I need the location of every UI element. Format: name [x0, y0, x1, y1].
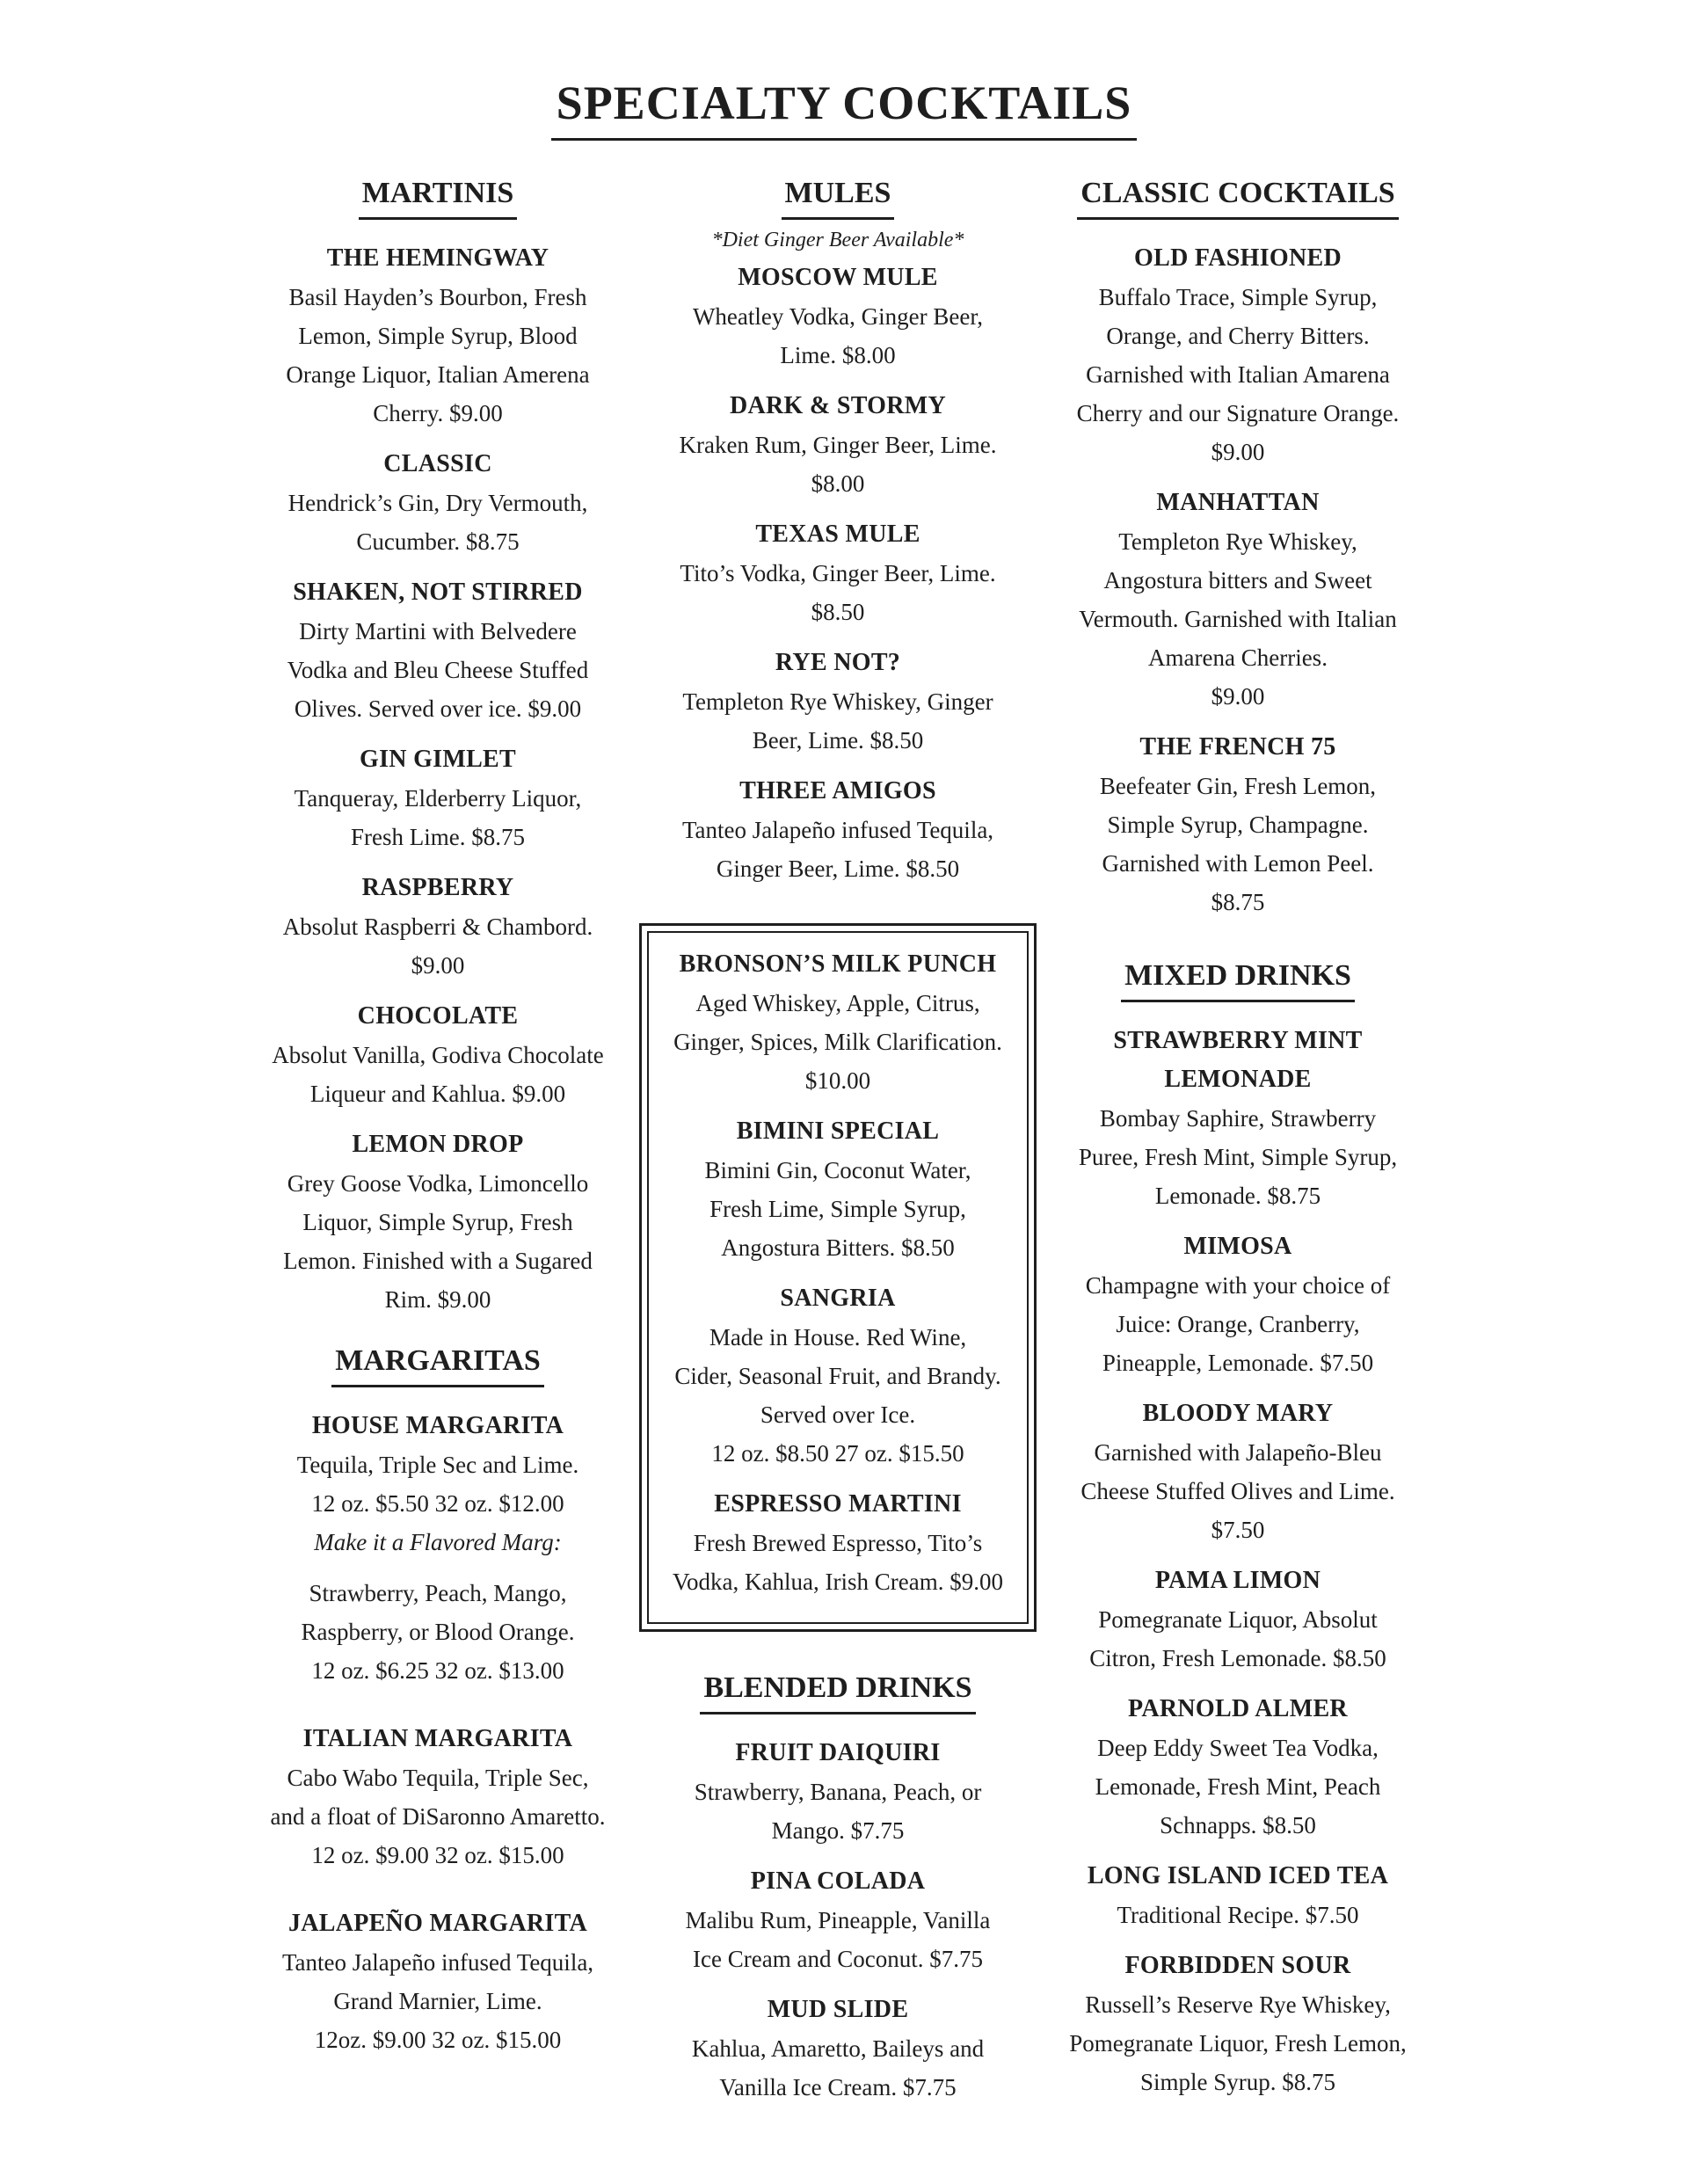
item-name: SANGRIA — [780, 1284, 896, 1312]
item-name: THE HEMINGWAY — [326, 244, 549, 272]
item-line: Lime. $8.00 — [780, 341, 896, 368]
menu-item — [656, 1485, 1020, 1601]
item-name: PAMA LIMON — [1154, 1566, 1321, 1594]
item-name: RYE NOT? — [775, 648, 901, 676]
item-name: GIN GIMLET — [359, 745, 517, 773]
item-description — [653, 297, 1022, 375]
item-description — [653, 1773, 1022, 1850]
item-line: Liquor, Simple Syrup, Fresh — [302, 1208, 573, 1235]
item-line: Citron, Fresh Lemonade. $8.50 — [1089, 1644, 1386, 1671]
item-description — [253, 1943, 622, 2059]
item-line: Beer, Lime. $8.50 — [752, 726, 924, 753]
item-line: Aged Whiskey, Apple, Citrus, — [695, 989, 980, 1016]
item-line: Malibu Rum, Pineapple, Vanilla — [685, 1906, 991, 1933]
section-mixed-drinks — [1053, 958, 1422, 2101]
item-line: Champagne with your choice of — [1085, 1271, 1391, 1299]
item-line: Lemon. Finished with a Sugared — [283, 1247, 593, 1274]
item-line: Absolut Raspberri & Chambord. — [282, 913, 593, 940]
item-line: Bombay Saphire, Strawberry — [1099, 1104, 1377, 1132]
item-line: Templeton Rye Whiskey, Ginger — [682, 688, 993, 715]
featured-box — [639, 923, 1037, 1632]
item-line: Served over Ice. — [760, 1401, 916, 1428]
item-line: Vodka and Bleu Cheese Stuffed — [287, 656, 589, 683]
item-name: RASPBERRY — [361, 873, 514, 901]
item-line: Tequila, Triple Sec and Lime. — [296, 1451, 579, 1478]
item-line: Basil Hayden’s Bourbon, Fresh — [288, 283, 587, 310]
menu-item — [253, 869, 622, 985]
item-line: Orange, and Cherry Bitters. — [1106, 322, 1370, 349]
menu-item — [253, 573, 622, 728]
item-line: $10.00 — [804, 1067, 871, 1094]
item-description — [1053, 1099, 1422, 1215]
item-description — [1053, 522, 1422, 716]
menu-item — [1053, 1394, 1422, 1549]
menu-item — [1053, 1690, 1422, 1845]
item-line: $8.00 — [811, 470, 865, 497]
item-line: Cherry. $9.00 — [373, 399, 503, 426]
section-heading: MARGARITAS — [331, 1343, 544, 1387]
item-line: Garnished with Jalapeño-Bleu — [1094, 1438, 1382, 1466]
item-description — [656, 1151, 1020, 1267]
item-name: THREE AMIGOS — [739, 776, 936, 804]
menu-item — [653, 1991, 1022, 2107]
column-right — [1053, 176, 1422, 2119]
item-line: 12 oz. $5.50 32 oz. $12.00 — [311, 1489, 564, 1517]
item-description — [253, 1164, 622, 1319]
item-line: Juice: Orange, Cranberry, — [1116, 1310, 1360, 1337]
menu-item — [253, 445, 622, 561]
item-line: Russell’s Reserve Rye Whiskey, — [1085, 1991, 1391, 2018]
section-heading: MARTINIS — [359, 176, 518, 220]
item-line: Buffalo Trace, Simple Syrup, — [1098, 283, 1378, 310]
menu-item — [1053, 728, 1422, 921]
item-line: Pomegranate Liquor, Fresh Lemon, — [1069, 2029, 1407, 2057]
item-line: Mango. $7.75 — [771, 1816, 905, 1844]
item-name: FRUIT DAIQUIRI — [735, 1738, 941, 1766]
item-line: Made in House. Red Wine, — [709, 1323, 967, 1350]
item-name: MIMOSA — [1183, 1232, 1292, 1260]
section-mules — [653, 176, 1022, 888]
menu-item — [1053, 1947, 1422, 2101]
menu-item — [653, 515, 1022, 631]
item-name: CHOCOLATE — [357, 1001, 519, 1030]
section-heading: MULES — [782, 176, 895, 220]
item-line: 12 oz. $6.25 32 oz. $13.00 — [311, 1656, 564, 1684]
section-heading: BLENDED DRINKS — [700, 1671, 975, 1714]
item-line: Ginger, Spices, Milk Clarification. — [673, 1028, 1002, 1055]
item-line: Cider, Seasonal Fruit, and Brandy. — [674, 1362, 1001, 1389]
menu-item — [253, 997, 622, 1113]
item-description — [1053, 1600, 1422, 1678]
item-description — [253, 1445, 622, 1690]
item-line: Templeton Rye Whiskey, — [1118, 528, 1357, 555]
item-description — [1053, 767, 1422, 921]
item-description — [656, 984, 1020, 1100]
item-line: Fresh Lime. $8.75 — [351, 823, 525, 850]
item-description — [253, 278, 622, 433]
item-line: Lemon, Simple Syrup, Blood — [298, 322, 578, 349]
item-line: Cabo Wabo Tequila, Triple Sec, — [287, 1764, 589, 1791]
section-classic-cocktails — [1053, 176, 1422, 921]
item-description — [656, 1318, 1020, 1473]
item-line: $9.00 — [1211, 682, 1265, 710]
menu-item — [253, 1125, 622, 1319]
item-description — [1053, 1985, 1422, 2101]
item-line: Orange Liquor, Italian Amerena — [286, 360, 590, 388]
item-description — [253, 907, 622, 985]
item-line: Tanqueray, Elderberry Liquor, — [294, 784, 582, 812]
item-line: Olives. Served over ice. $9.00 — [294, 695, 582, 722]
menu-item — [1053, 239, 1422, 471]
item-name: LONG ISLAND ICED TEA — [1087, 1861, 1389, 1889]
item-name: MOSCOW MULE — [738, 263, 938, 291]
item-name: MUD SLIDE — [767, 1995, 909, 2023]
item-name: JALAPEÑO MARGARITA — [287, 1909, 588, 1937]
item-line: $9.00 — [411, 951, 465, 979]
item-description — [656, 1524, 1020, 1601]
menu-item — [653, 1862, 1022, 1978]
item-description — [1053, 1266, 1422, 1382]
item-name: THE FRENCH 75 — [1139, 732, 1336, 761]
item-line: Fresh Lime, Simple Syrup, — [709, 1195, 966, 1222]
item-description — [1053, 278, 1422, 471]
item-name: MANHATTAN — [1156, 488, 1320, 516]
menu-item — [253, 1720, 622, 1875]
item-line: Puree, Fresh Mint, Simple Syrup, — [1078, 1143, 1398, 1170]
item-line: Raspberry, or Blood Orange. — [301, 1618, 575, 1645]
item-line: 12 oz. $8.50 27 oz. $15.50 — [711, 1439, 964, 1467]
menu-item — [1053, 1562, 1422, 1678]
menu-item — [253, 239, 622, 433]
item-line: Vanilla Ice Cream. $7.75 — [719, 2073, 957, 2100]
item-line: Ice Cream and Coconut. $7.75 — [693, 1945, 983, 1972]
item-name: ESPRESSO MARTINI — [714, 1489, 962, 1518]
section-heading: MIXED DRINKS — [1121, 958, 1355, 1002]
item-name: PINA COLADA — [750, 1867, 926, 1895]
menu-item — [653, 644, 1022, 760]
item-name: ITALIAN MARGARITA — [302, 1724, 573, 1752]
item-line: Amarena Cherries. — [1148, 644, 1328, 671]
item-name: BIMINI SPECIAL — [736, 1117, 940, 1145]
item-line: Cheese Stuffed Olives and Lime. — [1080, 1477, 1395, 1504]
menu-item — [253, 740, 622, 856]
item-name: BLOODY MARY — [1142, 1399, 1334, 1427]
item-description — [653, 1901, 1022, 1978]
item-line: Schnapps. $8.50 — [1160, 1811, 1316, 1838]
item-line: Lemonade. $8.75 — [1154, 1182, 1321, 1209]
item-name: SHAKEN, NOT STIRRED — [293, 578, 583, 606]
item-description — [1053, 1729, 1422, 1845]
page-title: SPECIALTY COCKTAILS — [551, 77, 1138, 141]
item-line: Liqueur and Kahlua. $9.00 — [309, 1080, 566, 1107]
item-line: Vodka, Kahlua, Irish Cream. $9.00 — [673, 1568, 1003, 1595]
item-line: Tanteo Jalapeño infused Tequila, — [681, 816, 994, 843]
item-line: Strawberry, Peach, Mango, — [309, 1579, 567, 1606]
item-line: Beefeater Gin, Fresh Lemon, — [1099, 772, 1377, 799]
item-line: Cucumber. $8.75 — [356, 528, 520, 555]
item-name: STRAWBERRY MINT LEMONADE — [1113, 1026, 1363, 1093]
section-martinis — [253, 176, 622, 1319]
item-name: LEMON DROP — [352, 1130, 524, 1158]
section-note: *Diet Ginger Beer Available* — [711, 228, 964, 251]
item-line: Lemonade, Fresh Mint, Peach — [1095, 1773, 1381, 1800]
menu-item — [653, 772, 1022, 888]
item-description — [1053, 1433, 1422, 1549]
item-name: PARNOLD ALMER — [1128, 1694, 1348, 1722]
item-name: HOUSE MARGARITA — [311, 1411, 564, 1439]
item-description — [253, 1036, 622, 1113]
section-blended — [653, 1671, 1022, 2107]
item-line: Pomegranate Liquor, Absolut — [1098, 1605, 1378, 1633]
column-middle — [653, 176, 1022, 2124]
item-line: $8.75 — [1211, 888, 1265, 915]
section-margaritas — [253, 1343, 622, 2059]
item-line: Traditional Recipe. $7.50 — [1117, 1901, 1359, 1928]
item-line: Dirty Martini with Belvedere — [299, 617, 577, 644]
item-name: BRONSON’S MILK PUNCH — [679, 950, 997, 978]
item-line: Angostura Bitters. $8.50 — [721, 1234, 955, 1261]
item-description — [653, 682, 1022, 760]
item-line: and a float of DiSaronno Amaretto. — [270, 1802, 606, 1830]
item-description — [653, 811, 1022, 888]
item-line: Vermouth. Garnished with Italian — [1079, 605, 1397, 632]
item-line: Cherry and our Signature Orange. — [1076, 399, 1400, 426]
item-line: Kahlua, Amaretto, Baileys and — [691, 2035, 985, 2062]
item-line: 12 oz. $9.00 32 oz. $15.00 — [311, 1841, 564, 1868]
menu-item — [656, 945, 1020, 1100]
menu-item — [1053, 1022, 1422, 1215]
menu-item — [1053, 1857, 1422, 1934]
menu-item — [653, 387, 1022, 503]
item-line: Angostura bitters and Sweet — [1103, 566, 1372, 593]
menu-item — [656, 1112, 1020, 1267]
item-name: DARK & STORMY — [729, 391, 947, 419]
item-line: Rim. $9.00 — [384, 1285, 491, 1313]
item-line: Simple Syrup. $8.75 — [1139, 2068, 1335, 2095]
item-description — [653, 2029, 1022, 2107]
item-line: Wheatley Vodka, Ginger Beer, — [692, 302, 984, 330]
item-line: Ginger Beer, Lime. $8.50 — [716, 855, 960, 882]
item-line: Garnished with Lemon Peel. — [1102, 849, 1374, 877]
item-line: Tito’s Vodka, Ginger Beer, Lime. — [680, 559, 996, 586]
item-description — [253, 779, 622, 856]
item-description — [253, 484, 622, 561]
menu-item — [253, 1904, 622, 2059]
item-line: Tanteo Jalapeño infused Tequila, — [281, 1948, 594, 1976]
item-line: Grand Marnier, Lime. — [333, 1987, 542, 2014]
item-line: 12oz. $9.00 32 oz. $15.00 — [314, 2026, 562, 2053]
menu-item — [656, 1279, 1020, 1473]
section-heading: CLASSIC COCKTAILS — [1077, 176, 1398, 220]
item-line: Kraken Rum, Ginger Beer, Lime. — [679, 431, 997, 458]
column-left — [253, 176, 622, 2077]
item-name: TEXAS MULE — [755, 520, 920, 548]
item-line: Garnished with Italian Amarena — [1086, 360, 1390, 388]
item-description — [653, 426, 1022, 503]
menu-item — [653, 258, 1022, 375]
item-name: OLD FASHIONED — [1134, 244, 1342, 272]
item-name: FORBIDDEN SOUR — [1124, 1951, 1351, 1979]
item-line: Strawberry, Banana, Peach, or — [694, 1778, 982, 1805]
item-description — [253, 612, 622, 728]
item-line: $8.50 — [811, 598, 865, 625]
item-name: CLASSIC — [383, 449, 492, 477]
menu-item — [253, 1407, 622, 1690]
item-line: Hendrick’s Gin, Dry Vermouth, — [287, 489, 588, 516]
item-line: Pineapple, Lemonade. $7.50 — [1102, 1349, 1374, 1376]
item-line: Absolut Vanilla, Godiva Chocolate — [272, 1041, 604, 1068]
item-description — [653, 554, 1022, 631]
item-line: Grey Goose Vodka, Limoncello — [287, 1169, 589, 1197]
menu-item — [1053, 1227, 1422, 1382]
item-line: Deep Eddy Sweet Tea Vodka, — [1097, 1734, 1379, 1761]
item-description — [1053, 1896, 1422, 1934]
item-line: $7.50 — [1211, 1516, 1265, 1543]
item-line: $9.00 — [1211, 438, 1265, 465]
item-line: Bimini Gin, Coconut Water, — [704, 1156, 971, 1183]
item-line: Fresh Brewed Espresso, Tito’s — [693, 1529, 983, 1556]
flavor-note: Make it a Flavored Marg: — [314, 1528, 562, 1555]
item-description — [253, 1758, 622, 1875]
menu-item — [653, 1734, 1022, 1850]
menu-item — [1053, 484, 1422, 716]
item-line: Simple Syrup, Champagne. — [1107, 811, 1369, 838]
menu-title-wrap — [0, 77, 1688, 141]
